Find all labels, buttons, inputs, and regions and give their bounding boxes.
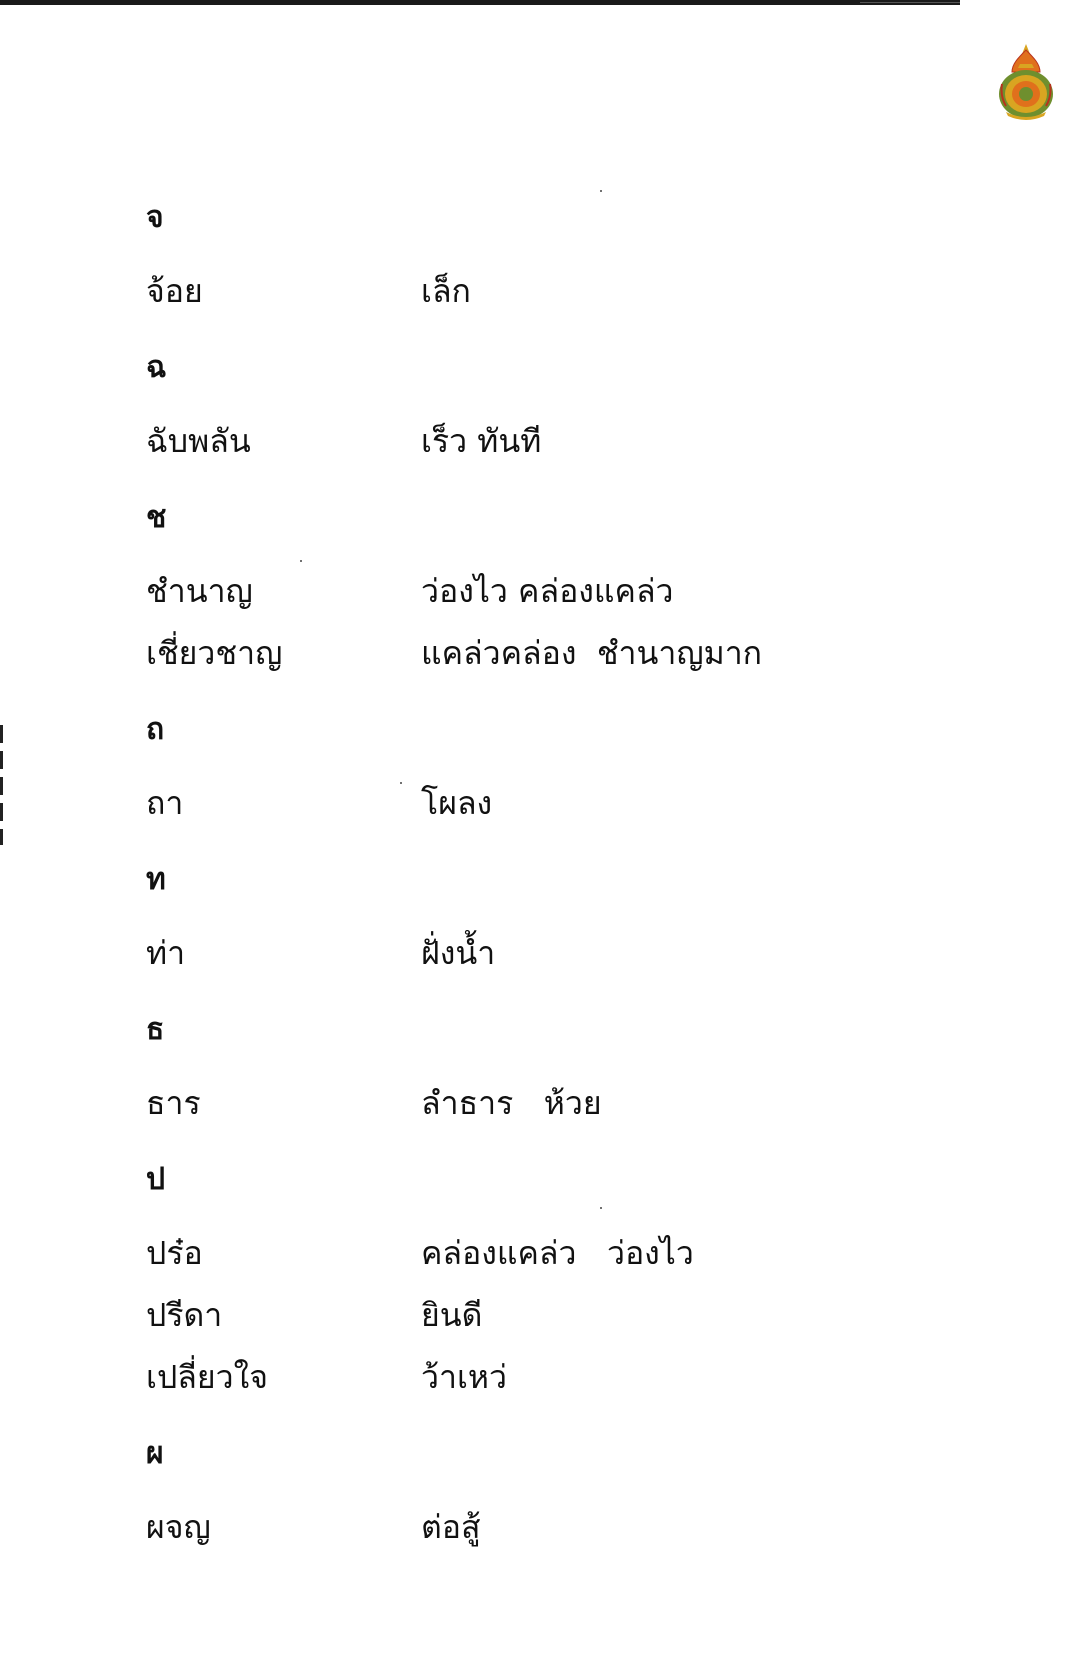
- top-rule-tail: [860, 2, 960, 3]
- entry-meaning: ลำธาร ห้วย: [421, 1084, 602, 1122]
- top-rule: [0, 0, 960, 5]
- entry-term: ชำนาญ: [146, 572, 253, 610]
- entry-term: เปลี่ยวใจ: [146, 1358, 268, 1396]
- section-letter-heading: ช: [146, 500, 167, 535]
- entry-meaning: ต่อสู้: [421, 1508, 481, 1546]
- section-gap: [146, 840, 996, 860]
- glossary-section: [146, 348, 996, 498]
- glossary-entry: [146, 628, 996, 690]
- section-letter-heading: จ: [146, 200, 164, 235]
- glossary-list: [146, 198, 996, 1584]
- section-gap: [146, 1564, 996, 1584]
- glossary-section: [146, 1434, 996, 1584]
- glossary-entry: [146, 566, 996, 628]
- section-gap: [146, 690, 996, 710]
- glossary-section: [146, 498, 996, 710]
- section-letter-heading: ป: [146, 1162, 166, 1197]
- glossary-entry: [146, 416, 996, 478]
- glossary-entry: [146, 1502, 996, 1564]
- glossary-section: [146, 710, 996, 860]
- section-gap: [146, 990, 996, 1010]
- entry-meaning: เร็ว ทันที: [421, 422, 542, 460]
- section-letter-heading: ผ: [146, 1436, 164, 1471]
- entry-term: ฉับพลัน: [146, 422, 251, 460]
- glossary-entry: [146, 1228, 996, 1290]
- entry-meaning: ว่องไว คล่องแคล่ว: [421, 572, 674, 610]
- school-emblem-icon: [996, 42, 1056, 120]
- section-letter-heading: ธ: [146, 1012, 165, 1047]
- glossary-entry: [146, 1078, 996, 1140]
- glossary-section: [146, 198, 996, 348]
- entry-term: ธาร: [146, 1084, 201, 1122]
- entry-term: ท่า: [146, 934, 186, 972]
- section-gap: [146, 478, 996, 498]
- section-gap: [146, 328, 996, 348]
- entry-meaning: แคล่วคล่อง ชำนาญมาก: [421, 634, 763, 672]
- glossary-entry: [146, 1352, 996, 1414]
- section-letter-heading: ฉ: [146, 350, 167, 385]
- entry-meaning: ฝั่งน้ำ: [421, 934, 496, 972]
- section-letter-heading: ถ: [146, 712, 165, 747]
- glossary-section: [146, 860, 996, 1010]
- entry-meaning: ยินดี: [421, 1296, 483, 1334]
- glossary-entry: [146, 928, 996, 990]
- section-gap: [146, 1140, 996, 1160]
- entry-term: จ้อย: [146, 272, 203, 310]
- entry-term: ผจญ: [146, 1508, 211, 1546]
- entry-term: ปร๋อ: [146, 1234, 203, 1272]
- entry-term: ปรีดา: [146, 1296, 223, 1334]
- entry-term: เชี่ยวชาญ: [146, 634, 283, 672]
- glossary-entry: [146, 266, 996, 328]
- entry-meaning: โผลง: [421, 784, 493, 822]
- glossary-entry: [146, 1290, 996, 1352]
- entry-term: ถา: [146, 784, 184, 822]
- entry-meaning: เล็ก: [421, 272, 471, 310]
- glossary-section: [146, 1160, 996, 1434]
- scan-speck: [600, 190, 602, 192]
- entry-meaning: ว้าเหว่: [421, 1358, 507, 1396]
- glossary-section: [146, 1010, 996, 1160]
- section-letter-heading: ท: [146, 862, 166, 897]
- section-gap: [146, 1414, 996, 1434]
- scan-edge-mark: [0, 725, 3, 845]
- glossary-entry: [146, 778, 996, 840]
- entry-meaning: คล่องแคล่ว ว่องไว: [421, 1234, 694, 1272]
